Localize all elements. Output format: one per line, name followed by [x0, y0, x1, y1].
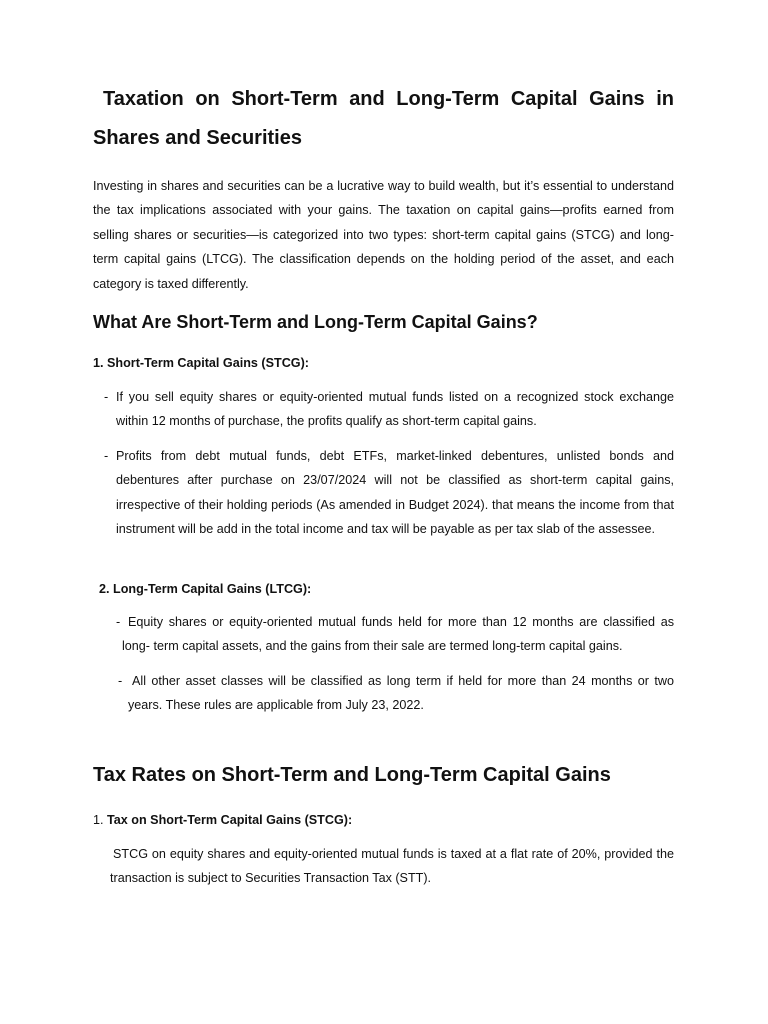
ltcg-subheading: 2. Long-Term Capital Gains (LTCG):	[99, 582, 312, 596]
list-item-text: If you sell equity shares or equity-oriented mutual funds listed on a recognized stock exchange within 12 months of purchase, the profits qualify as short-term capital gains.	[116, 390, 674, 429]
stcg-tax-subheading	[93, 811, 674, 829]
list-dash: -	[104, 390, 109, 404]
stcg-tax-paragraph: STCG on equity shares and equity-oriented mutual funds is taxed at a flat rate of 20%, provided the transaction is subject to Securities Transaction Tax (STT).	[110, 847, 674, 886]
stcg-tax-heading-text: Tax on Short-Term Capital Gains (STCG):	[107, 813, 353, 827]
list-dash: -	[116, 615, 121, 629]
stcg-list-item	[104, 385, 674, 434]
list-dash: -	[118, 674, 123, 688]
list-item-text: Profits from debt mutual funds, debt ETFs, market-linked debentures, unlisted bonds and debentures after purchase on 23/07/2024 will not be classified as short-term capital gains, irrespective of their holding periods (As amended in Budget 2024). that means the income from that instrument will be add in the total income and tax will be payable as per tax slab of the assessee.	[116, 449, 674, 537]
section-heading-tax-rates: Tax Rates on Short-Term and Long-Term Capital Gains	[93, 764, 611, 786]
stcg-tax-number: 1.	[93, 813, 104, 827]
list-item-text: Equity shares or equity-oriented mutual funds held for more than 12 months are classified as long- term capital assets, and the gains from their sale are termed long-term capital gains.	[122, 615, 674, 654]
list-dash: -	[104, 449, 109, 463]
ltcg-list-item	[118, 669, 674, 718]
stcg-list-item	[104, 444, 674, 542]
section-heading-what-are-gains: What Are Short-Term and Long-Term Capital Gains?	[93, 312, 538, 332]
intro-paragraph: Investing in shares and securities can be a lucrative way to build wealth, but it’s essential to understand the tax implications associated with your gains. The taxation on capital gains—profits earned from selling shares or securities—is categorized into two types: short-term capital gains (STCG) and long-term capital gains (LTCG). The classification depends on the holding period of the asset, and each category is taxed differently.	[93, 179, 674, 291]
stcg-subheading: 1. Short-Term Capital Gains (STCG):	[93, 356, 309, 370]
list-item-text: All other asset classes will be classified as long term if held for more than 24 months or two years. These rules are applicable from July 23, 2022.	[128, 674, 674, 713]
ltcg-list-item	[116, 610, 674, 659]
document-title: Taxation on Short-Term and Long-Term Capital Gains in Shares and Securities	[93, 88, 674, 149]
